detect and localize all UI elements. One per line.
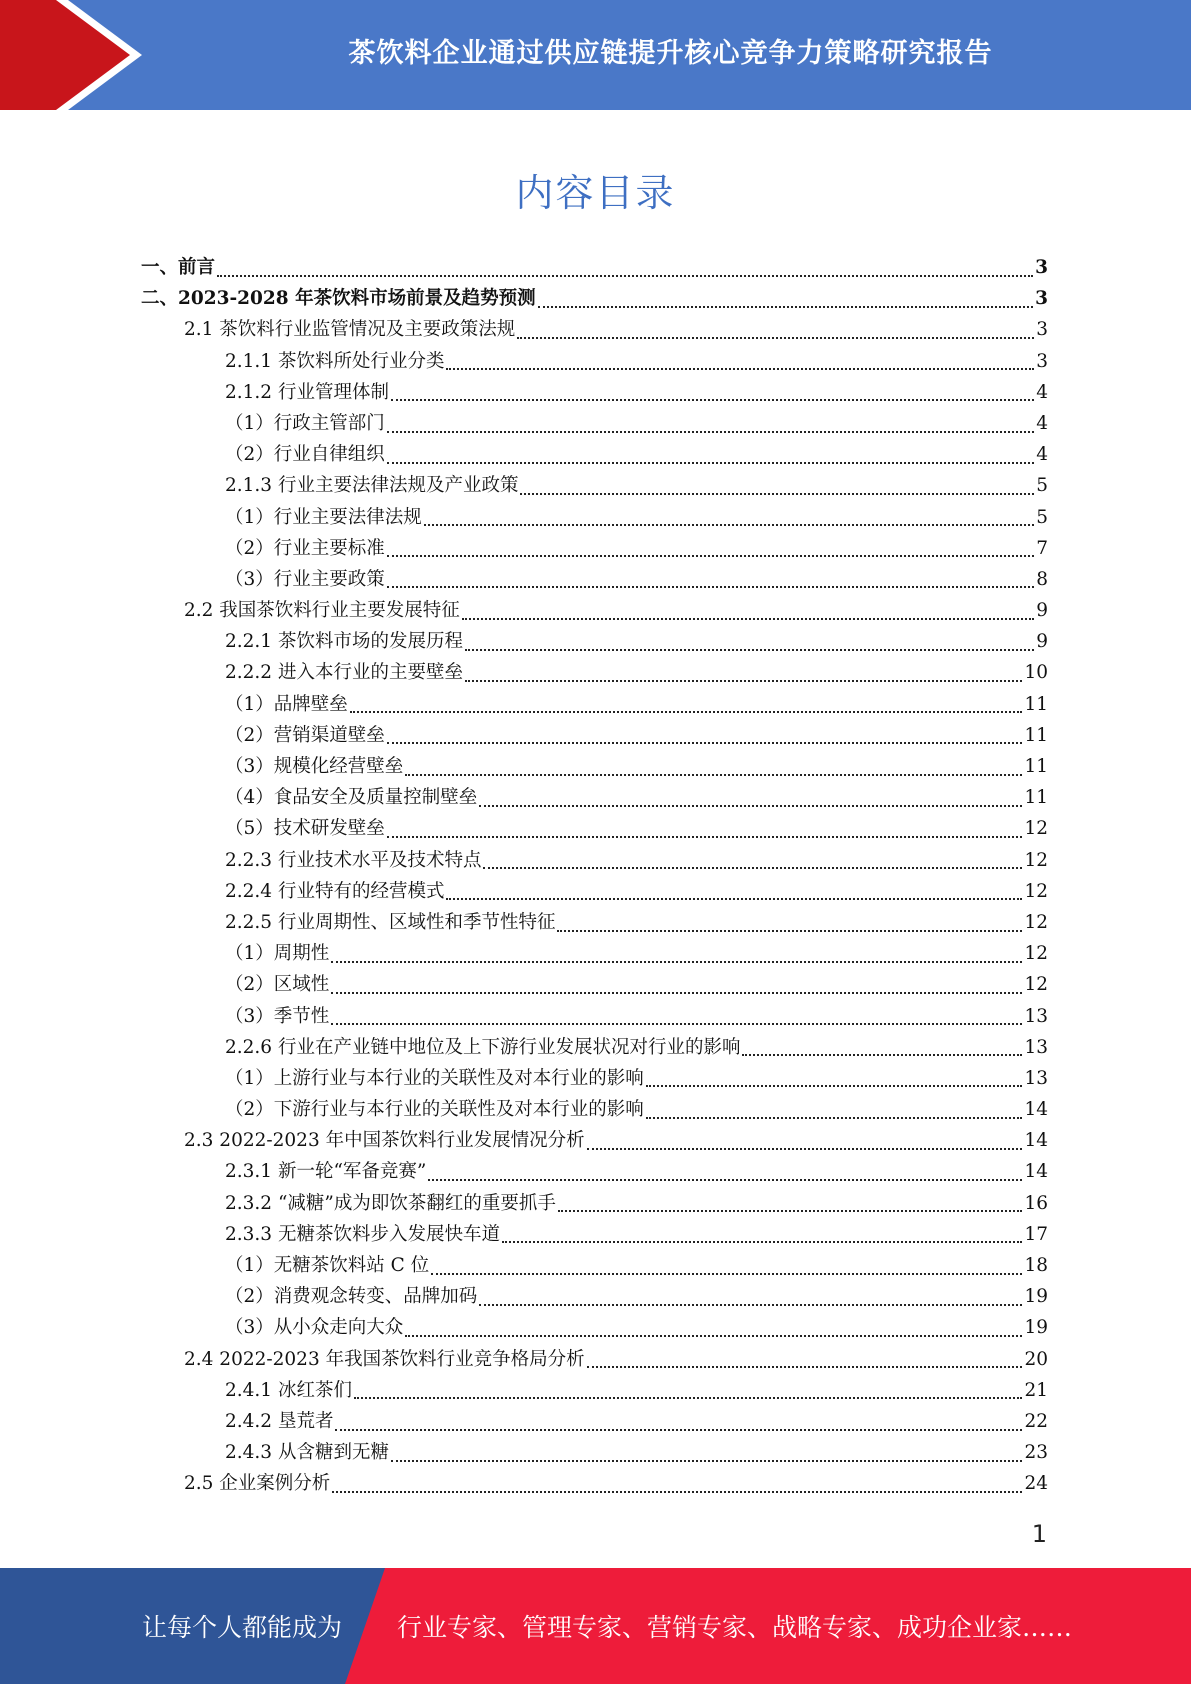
- toc-entry[interactable]: [141, 814, 1048, 845]
- toc-entry-page: 19: [1024, 1317, 1048, 1339]
- toc-leader-dots: [387, 555, 1034, 557]
- toc-leader-dots: [646, 1117, 1023, 1119]
- toc-entry-page: 12: [1024, 974, 1048, 996]
- toc-entry[interactable]: [141, 908, 1048, 939]
- toc-entry-page: 12: [1024, 911, 1048, 933]
- toc-entry-page: 14: [1024, 1099, 1048, 1121]
- toc-leader-dots: [431, 1273, 1022, 1275]
- toc-entry[interactable]: [141, 253, 1048, 284]
- toc-entry-page: 12: [1024, 849, 1048, 871]
- toc-entry-page: 3: [1036, 350, 1048, 372]
- toc-entry-label: （3）行业主要政策: [225, 568, 385, 590]
- toc-entry[interactable]: [141, 1220, 1048, 1251]
- toc-entry[interactable]: [141, 440, 1048, 471]
- toc-entry[interactable]: [141, 783, 1048, 814]
- toc-entry-label: 2.3 2022-2023 年中国茶饮料行业发展情况分析: [184, 1130, 585, 1152]
- toc-entry[interactable]: [141, 1282, 1048, 1313]
- toc-entry[interactable]: [141, 284, 1048, 315]
- toc-entry-page: 24: [1024, 1473, 1048, 1495]
- toc-entry-page: 5: [1036, 475, 1048, 497]
- toc-entry[interactable]: [141, 1313, 1048, 1344]
- toc-entry-page: 9: [1036, 600, 1048, 622]
- toc-entry[interactable]: [141, 752, 1048, 783]
- toc-entry[interactable]: [141, 846, 1048, 877]
- toc-entry[interactable]: [141, 1157, 1048, 1188]
- toc-entry[interactable]: [141, 939, 1048, 970]
- toc-entry-label: 2.2 我国茶饮料行业主要发展特征: [184, 600, 460, 622]
- toc-entry-page: 22: [1024, 1410, 1048, 1432]
- toc-leader-dots: [502, 1241, 1022, 1243]
- toc-entry-page: 18: [1024, 1255, 1048, 1276]
- toc-entry-label: 2.3.1 新一轮“军备竞赛”: [225, 1161, 427, 1183]
- toc-entry-page: 16: [1024, 1192, 1048, 1214]
- toc-leader-dots: [387, 431, 1034, 433]
- toc-entry-page: 13: [1024, 1036, 1048, 1058]
- toc-entry[interactable]: [141, 1095, 1048, 1126]
- toc-leader-dots: [587, 1148, 1023, 1150]
- toc-entry[interactable]: [141, 534, 1048, 565]
- toc-leader-dots: [538, 306, 1034, 308]
- toc-entry-page: 3: [1035, 288, 1048, 310]
- toc-entry[interactable]: [141, 970, 1048, 1001]
- toc-entry-label: （2）区域性: [225, 974, 330, 996]
- toc-entry-label: （2）营销渠道壁垒: [225, 724, 385, 746]
- toc-leader-dots: [646, 1085, 1023, 1087]
- toc-entry-page: 7: [1036, 537, 1048, 559]
- toc-entry[interactable]: [141, 721, 1048, 752]
- toc-entry-page: 3: [1035, 257, 1048, 278]
- toc-entry-page: 13: [1024, 1067, 1048, 1089]
- toc-entry-label: 一、前言: [141, 257, 216, 278]
- toc-entry-label: （2）下游行业与本行业的关联性及对本行业的影响: [225, 1099, 644, 1121]
- table-of-contents: [141, 253, 1048, 1501]
- toc-entry-label: （1）上游行业与本行业的关联性及对本行业的影响: [225, 1067, 644, 1089]
- toc-entry[interactable]: [141, 596, 1048, 627]
- toc-entry[interactable]: [141, 471, 1048, 502]
- toc-entry[interactable]: [141, 690, 1048, 721]
- toc-leader-dots: [391, 1460, 1022, 1462]
- toc-entry-page: 14: [1024, 1161, 1048, 1183]
- toc-entry-label: 2.2.2 进入本行业的主要壁垒: [225, 662, 463, 684]
- toc-leader-dots: [557, 930, 1022, 932]
- toc-leader-dots: [428, 1179, 1022, 1181]
- toc-entry-label: 2.4 2022-2023 年我国茶饮料行业竞争格局分析: [184, 1348, 585, 1370]
- toc-entry-label: 2.3.3 无糖茶饮料步入发展快车道: [225, 1223, 500, 1245]
- toc-entry-label: （3）规模化经营壁垒: [225, 756, 404, 777]
- toc-leader-dots: [587, 1366, 1023, 1368]
- toc-entry-page: 4: [1036, 444, 1048, 466]
- toc-leader-dots: [331, 1023, 1022, 1025]
- toc-entry-label: 2.2.4 行业特有的经营模式: [225, 880, 445, 902]
- toc-leader-dots: [387, 586, 1034, 588]
- toc-entry-page: 12: [1024, 818, 1048, 840]
- toc-entry-label: （1）品牌壁垒: [225, 693, 348, 715]
- toc-entry-page: 21: [1024, 1379, 1048, 1401]
- toc-leader-dots: [354, 1397, 1023, 1399]
- toc-entry-page: 20: [1024, 1348, 1048, 1370]
- toc-leader-dots: [335, 1429, 1022, 1431]
- toc-leader-dots: [517, 337, 1034, 339]
- toc-leader-dots: [465, 680, 1022, 682]
- toc-entry-page: 10: [1024, 662, 1048, 684]
- page-header: [0, 0, 1191, 110]
- toc-entry[interactable]: [141, 1064, 1048, 1095]
- toc-entry-label: 2.3.2 “减糖”成为即饮茶翻红的重要抓手: [225, 1192, 556, 1214]
- toc-entry[interactable]: [141, 1438, 1048, 1469]
- toc-entry-label: （4）食品安全及质量控制壁垒: [225, 787, 478, 809]
- footer-slogan-right: 行业专家、管理专家、营销专家、战略专家、成功企业家……: [397, 1613, 1073, 1642]
- toc-entry-label: 2.2.6 行业在产业链中地位及上下游行业发展状况对行业的影响: [225, 1036, 741, 1058]
- toc-entry-page: 11: [1024, 724, 1048, 746]
- page-number: 1: [1031, 1520, 1047, 1548]
- toc-entry-label: 2.1.2 行业管理体制: [225, 381, 389, 403]
- toc-leader-dots: [387, 742, 1023, 744]
- toc-leader-dots: [387, 836, 1023, 838]
- toc-entry[interactable]: [141, 877, 1048, 908]
- toc-entry-page: 11: [1024, 787, 1048, 809]
- toc-leader-dots: [331, 961, 1022, 963]
- toc-leader-dots: [479, 805, 1022, 807]
- toc-entry-label: 2.1.1 茶饮料所处行业分类: [225, 350, 445, 372]
- toc-leader-dots: [462, 618, 1034, 620]
- toc-leader-dots: [391, 399, 1034, 401]
- toc-entry[interactable]: [141, 565, 1048, 596]
- toc-entry[interactable]: [141, 1002, 1048, 1033]
- toc-entry-page: 3: [1036, 319, 1048, 341]
- toc-leader-dots: [446, 898, 1022, 900]
- toc-entry-label: 2.4.1 冰红茶们: [225, 1379, 352, 1401]
- toc-entry-page: 5: [1036, 506, 1048, 528]
- toc-entry[interactable]: [141, 1251, 1048, 1282]
- toc-entry-page: 9: [1036, 631, 1048, 653]
- toc-entry-page: 4: [1036, 381, 1048, 403]
- toc-leader-dots: [558, 1210, 1023, 1212]
- toc-entry[interactable]: [141, 658, 1048, 689]
- toc-entry[interactable]: [141, 315, 1048, 346]
- toc-leader-dots: [520, 493, 1034, 495]
- toc-leader-dots: [332, 1491, 1022, 1493]
- toc-leader-dots: [424, 524, 1034, 526]
- toc-entry-label: （2）消费观念转变、品牌加码: [225, 1286, 478, 1308]
- page-footer: [0, 1568, 1191, 1684]
- toc-entry-label: （2）行业自律组织: [225, 444, 385, 466]
- toc-entry-page: 4: [1036, 412, 1048, 434]
- toc-entry[interactable]: [141, 1407, 1048, 1438]
- toc-entry[interactable]: [141, 1033, 1048, 1064]
- toc-entry-label: （1）周期性: [225, 943, 330, 965]
- toc-entry[interactable]: [141, 627, 1048, 658]
- toc-entry[interactable]: [141, 347, 1048, 378]
- toc-entry[interactable]: [141, 378, 1048, 409]
- toc-entry-page: 14: [1024, 1130, 1048, 1152]
- toc-entry-page: 12: [1024, 880, 1048, 902]
- toc-entry-label: （1）行业主要法律法规: [225, 506, 422, 528]
- toc-entry[interactable]: [141, 1345, 1048, 1376]
- toc-entry-page: 23: [1024, 1442, 1048, 1464]
- toc-entry-label: 2.2.1 茶饮料市场的发展历程: [225, 631, 463, 653]
- toc-leader-dots: [331, 992, 1022, 994]
- toc-entry-page: 17: [1024, 1223, 1048, 1245]
- toc-leader-dots: [483, 867, 1022, 869]
- toc-leader-dots: [742, 1054, 1022, 1056]
- toc-entry-page: 12: [1024, 943, 1048, 965]
- toc-entry[interactable]: [141, 1189, 1048, 1220]
- footer-slogan-left: 让每个人都能成为: [142, 1613, 343, 1642]
- toc-entry-label: 2.2.5 行业周期性、区域性和季节性特征: [225, 911, 556, 933]
- toc-entry-page: 11: [1024, 693, 1048, 715]
- toc-entry[interactable]: [141, 1126, 1048, 1157]
- toc-leader-dots: [217, 275, 1033, 277]
- report-title: 茶饮料企业通过供应链提升核心竞争力策略研究报告: [348, 37, 993, 69]
- toc-entry-label: （1）无糖茶饮料站 C 位: [225, 1255, 430, 1276]
- toc-entry-label: （1）行政主管部门: [225, 412, 385, 434]
- toc-entry-label: 2.5 企业案例分析: [184, 1473, 331, 1495]
- toc-leader-dots: [479, 1304, 1022, 1306]
- toc-entry-label: （3）季节性: [225, 1005, 330, 1027]
- toc-entry-label: 2.4.2 垦荒者: [225, 1410, 334, 1432]
- toc-entry-label: 2.4.3 从含糖到无糖: [225, 1442, 389, 1464]
- toc-entry[interactable]: [141, 503, 1048, 534]
- toc-entry-label: 二、2023-2028 年茶饮料市场前景及趋势预测: [141, 288, 536, 310]
- toc-entry-page: 13: [1024, 1005, 1048, 1027]
- toc-leader-dots: [465, 649, 1034, 651]
- toc-entry-page: 8: [1036, 568, 1048, 590]
- toc-entry-label: （2）行业主要标准: [225, 537, 385, 559]
- toc-leader-dots: [405, 774, 1022, 776]
- toc-entry[interactable]: [141, 1469, 1048, 1500]
- toc-entry-label: 2.2.3 行业技术水平及技术特点: [225, 849, 482, 871]
- toc-entry-label: 2.1 茶饮料行业监管情况及主要政策法规: [184, 319, 516, 341]
- toc-entry-label: （5）技术研发壁垒: [225, 818, 385, 840]
- toc-leader-dots: [446, 368, 1034, 370]
- toc-entry-label: （3）从小众走向大众: [225, 1317, 404, 1339]
- toc-entry-page: 11: [1024, 756, 1048, 777]
- toc-heading: 内容目录: [515, 171, 676, 215]
- toc-leader-dots: [350, 711, 1023, 713]
- toc-leader-dots: [405, 1335, 1022, 1337]
- toc-leader-dots: [387, 462, 1034, 464]
- toc-entry[interactable]: [141, 409, 1048, 440]
- toc-entry-page: 19: [1024, 1286, 1048, 1308]
- toc-entry-label: 2.1.3 行业主要法律法规及产业政策: [225, 475, 519, 497]
- toc-entry[interactable]: [141, 1376, 1048, 1407]
